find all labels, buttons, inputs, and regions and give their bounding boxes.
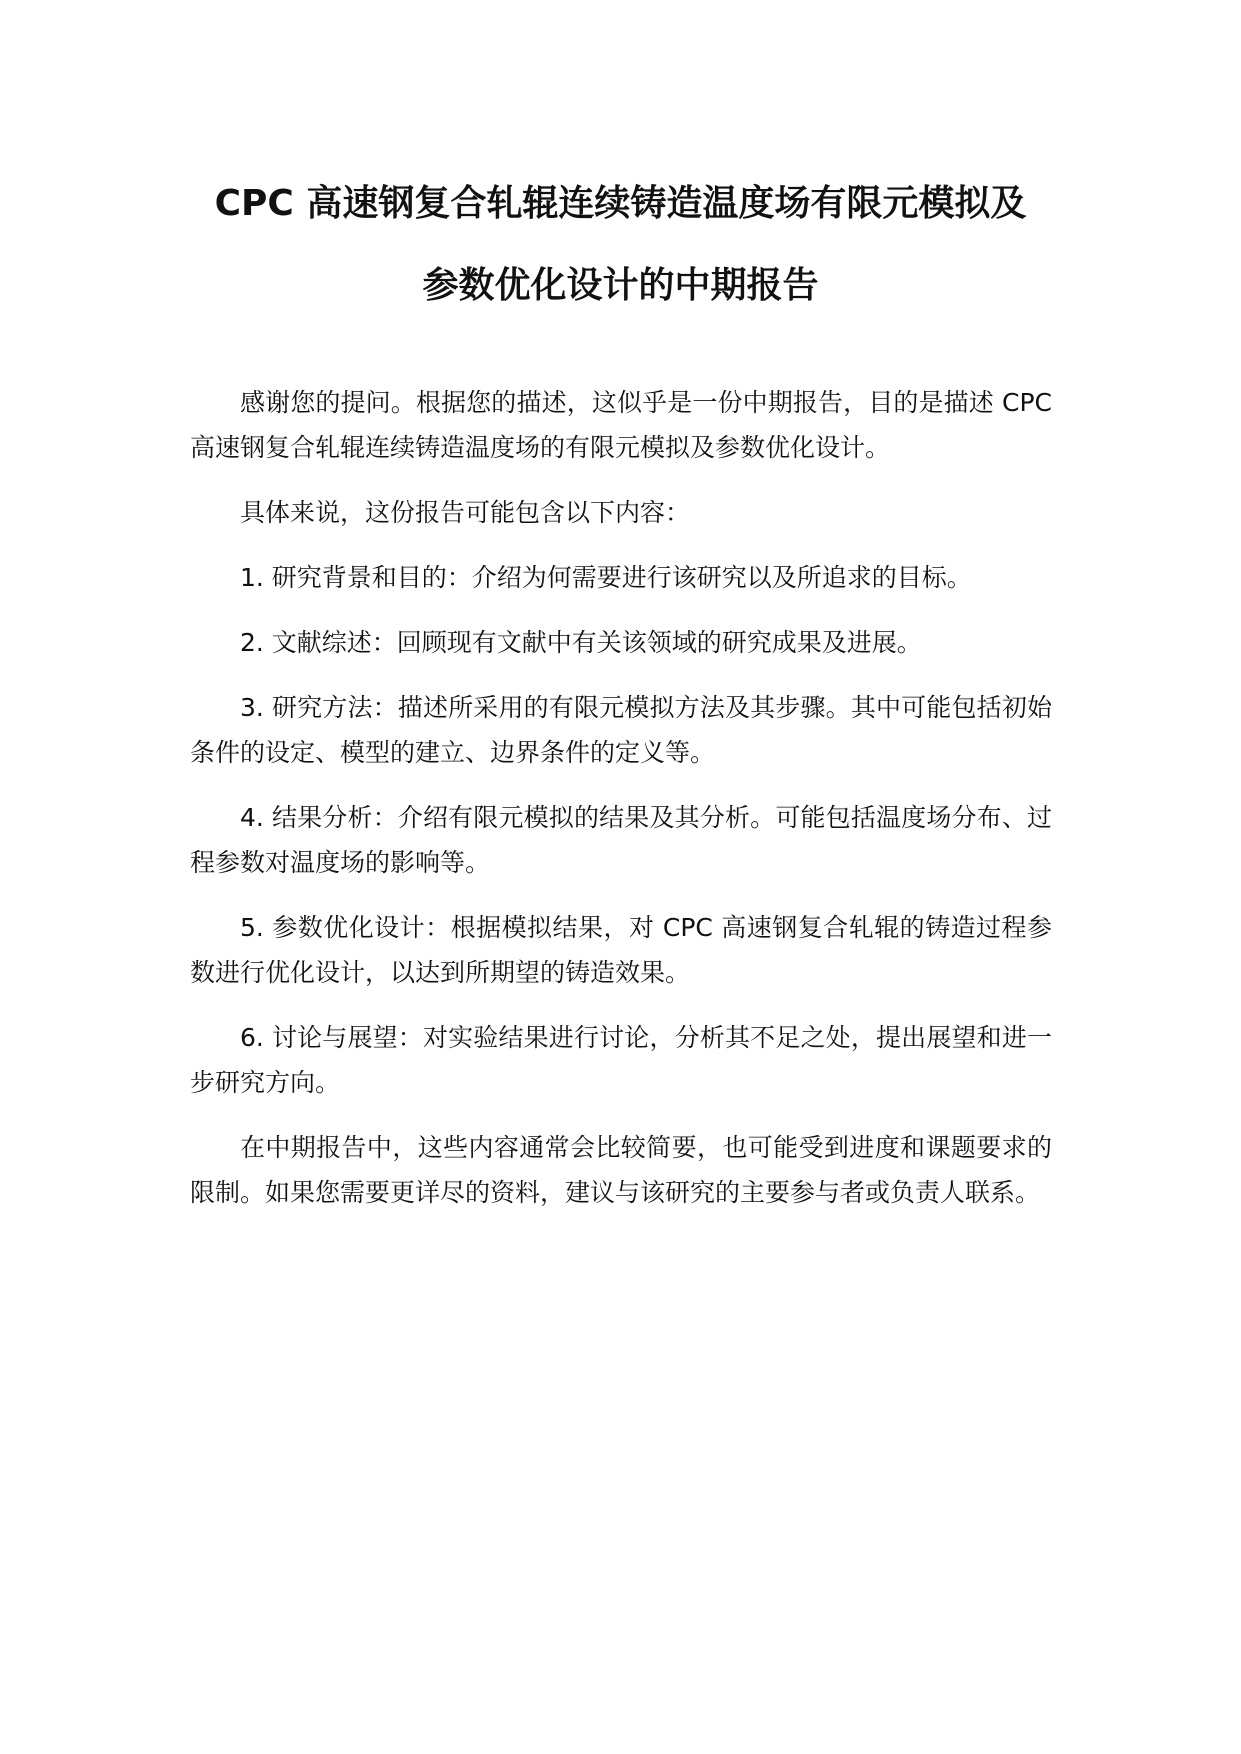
list-item-discussion: 6. 讨论与展望：对实验结果进行讨论，分析其不足之处，提出展望和进一步研究方向。 [190, 1023, 1052, 1097]
paragraph-contents-lead: 具体来说，这份报告可能包含以下内容： [240, 498, 691, 527]
document-title-line-1: CPC 高速钢复合轧辊连续铸造温度场有限元模拟及 [214, 183, 1027, 224]
list-item-optimization: 5. 参数优化设计：根据模拟结果，对 CPC 高速钢复合轧辊的铸造过程参数进行优化设计，以达到所期望的铸造效果。 [190, 913, 1052, 987]
paragraph-closing: 在中期报告中，这些内容通常会比较简要，也可能受到进度和课题要求的限制。如果您需要更详尽的资料，建议与该研究的主要参与者或负责人联系。 [190, 1133, 1052, 1207]
document-title-line-2: 参数优化设计的中期报告 [422, 265, 819, 306]
document-body [190, 380, 1052, 1235]
list-item-literature-review: 2. 文献综述：回顾现有文献中有关该领域的研究成果及进展。 [240, 628, 922, 657]
list-item-results: 4. 结果分析：介绍有限元模拟的结果及其分析。可能包括温度场分布、过程参数对温度场的影响等。 [190, 803, 1052, 877]
list-item-methods: 3. 研究方法：描述所采用的有限元模拟方法及其步骤。其中可能包括初始条件的设定、模型的建立、边界条件的定义等。 [190, 693, 1052, 767]
list-item-background: 1. 研究背景和目的：介绍为何需要进行该研究以及所追求的目标。 [240, 563, 972, 592]
paragraph-intro: 感谢您的提问。根据您的描述，这似乎是一份中期报告，目的是描述 CPC 高速钢复合轧辊连续铸造温度场的有限元模拟及参数优化设计。 [190, 388, 1052, 462]
